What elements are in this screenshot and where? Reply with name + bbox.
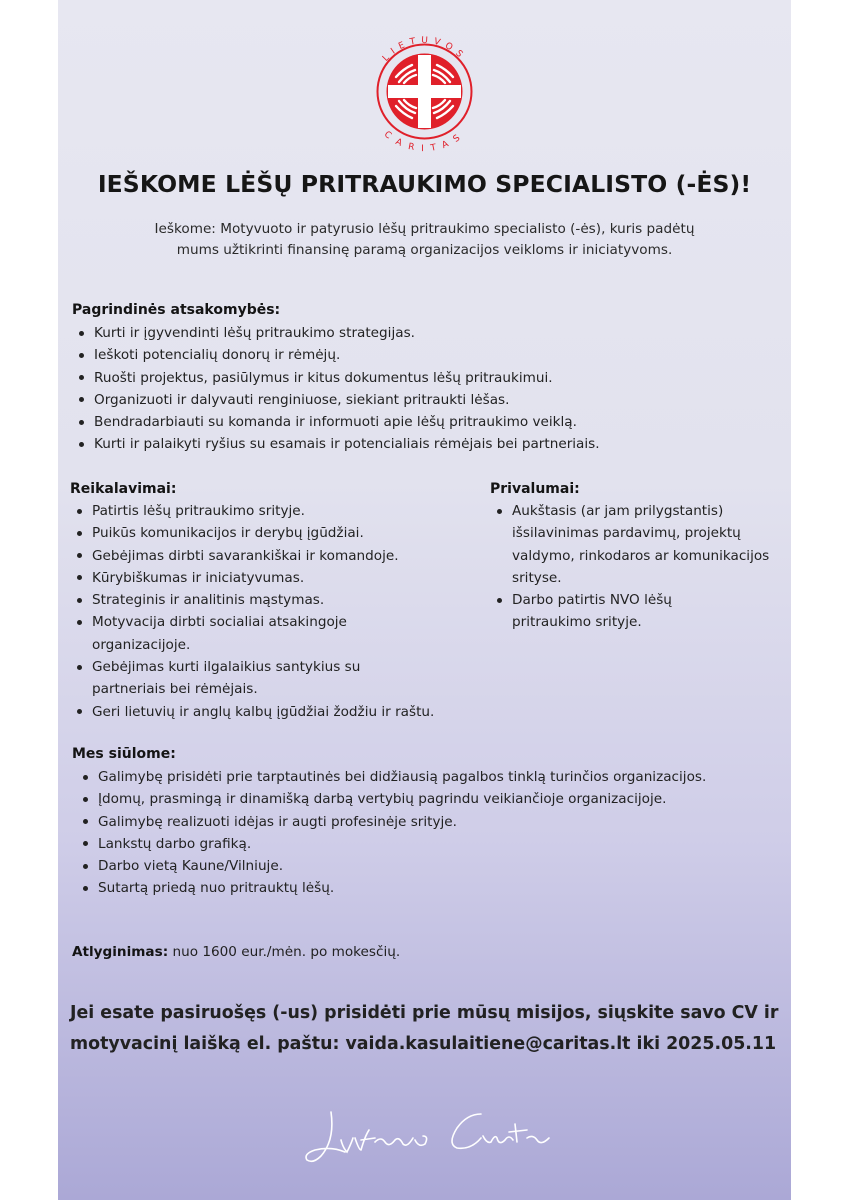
intro-line-2: mums užtikrinti finansinę paramą organizacijos veikloms ir iniciatyvoms. xyxy=(176,242,673,258)
list-item: Geri lietuvių ir anglų kalbų įgūdžiai žodžiu ir raštu. xyxy=(70,701,482,723)
list-item: Organizuoti ir dalyvauti renginiuose, siekiant pritraukti lėšas. xyxy=(72,389,772,411)
intro-text xyxy=(98,219,751,261)
requirements-list xyxy=(70,500,482,723)
requirements-title: Reikalavimai: xyxy=(70,481,177,497)
list-item: Galimybę realizuoti idėjas ir augti profesinėje srityje. xyxy=(76,811,781,833)
list-item: Gebėjimas kurti ilgalaikius santykius su partneriais bei rėmėjais. xyxy=(70,656,412,701)
list-item: Lankstų darbo grafiką. xyxy=(76,833,781,855)
intro-line-1: Ieškome: Motyvuoto ir patyrusio lėšų pritraukimo specialisto (-ės), kuris padėtų xyxy=(154,221,695,237)
svg-text:CARITAS xyxy=(382,130,467,154)
list-item: Strateginis ir analitinis mąstymas. xyxy=(70,589,482,611)
list-item: Ruošti projektus, pasiūlymus ir kitus dokumentus lėšų pritraukimui. xyxy=(72,367,772,389)
salary-value: nuo 1600 eur./mėn. po mokesčių. xyxy=(172,944,401,960)
list-item: Puikūs komunikacijos ir derybų įgūdžiai. xyxy=(70,522,482,544)
list-item: Darbo vietą Kaune/Vilniuje. xyxy=(76,855,781,877)
page-title: IEŠKOME LĖŠŲ PRITRAUKIMO SPECIALISTO (-ĖS)! xyxy=(97,170,752,198)
salary-label: Atlyginimas: xyxy=(72,944,169,960)
signature-image xyxy=(291,1090,561,1175)
list-item: Kūrybiškumas ir iniciatyvumas. xyxy=(70,567,482,589)
list-item: Aukštasis (ar jam prilygstantis) išsilavinimas pardavimų, projektų valdymo, rinkodaros ar komunikacijos srityse. xyxy=(490,500,780,589)
cta-line-2: motyvacinį laišką el. paštu: vaida.kasulaitiene@caritas.lt iki 2025.05.11 xyxy=(70,1034,777,1054)
list-item: Darbo patirtis NVO lėšų pritraukimo srityje. xyxy=(490,589,722,634)
list-item: Patirtis lėšų pritraukimo srityje. xyxy=(70,500,482,522)
advantages-title: Privalumai: xyxy=(490,481,580,497)
call-to-action xyxy=(70,998,785,1060)
list-item: Kurti ir įgyvendinti lėšų pritraukimo strategijas. xyxy=(72,322,772,344)
logo-ring-top: LIETUVOS xyxy=(380,35,469,64)
list-item: Įdomų, prasmingą ir dinamišką darbą vertybių pagrindu veikiančioje organizacijoje. xyxy=(76,788,781,810)
list-item: Gebėjimas dirbti savarankiškai ir komandoje. xyxy=(70,545,482,567)
offer-title: Mes siūlome: xyxy=(72,746,176,762)
advantages-list xyxy=(490,500,780,634)
caritas-logo xyxy=(358,25,491,158)
cta-line-1: Jei esate pasiruošęs (-us) prisidėti prie mūsų misijos, siųskite savo CV ir xyxy=(70,1003,779,1023)
list-item: Kurti ir palaikyti ryšius su esamais ir potencialiais rėmėjais bei partneriais. xyxy=(72,433,772,455)
list-item: Motyvacija dirbti socialiai atsakingoje organizacijoje. xyxy=(70,611,392,656)
list-item: Galimybę prisidėti prie tarptautinės bei didžiausią pagalbos tinklą turinčios organizacijos. xyxy=(76,766,728,788)
logo-ring-bottom: CARITAS xyxy=(381,129,468,155)
list-item: Ieškoti potencialių donorų ir rėmėjų. xyxy=(72,344,772,366)
responsibilities-list xyxy=(72,322,772,456)
offer-list xyxy=(76,766,781,900)
salary-line xyxy=(72,944,400,960)
list-item: Bendradarbiauti su komanda ir informuoti apie lėšų pritraukimo veiklą. xyxy=(72,411,772,433)
responsibilities-title: Pagrindinės atsakomybės: xyxy=(72,302,281,318)
job-poster xyxy=(58,0,791,1200)
list-item: Sutartą priedą nuo pritrauktų lėšų. xyxy=(76,877,781,899)
